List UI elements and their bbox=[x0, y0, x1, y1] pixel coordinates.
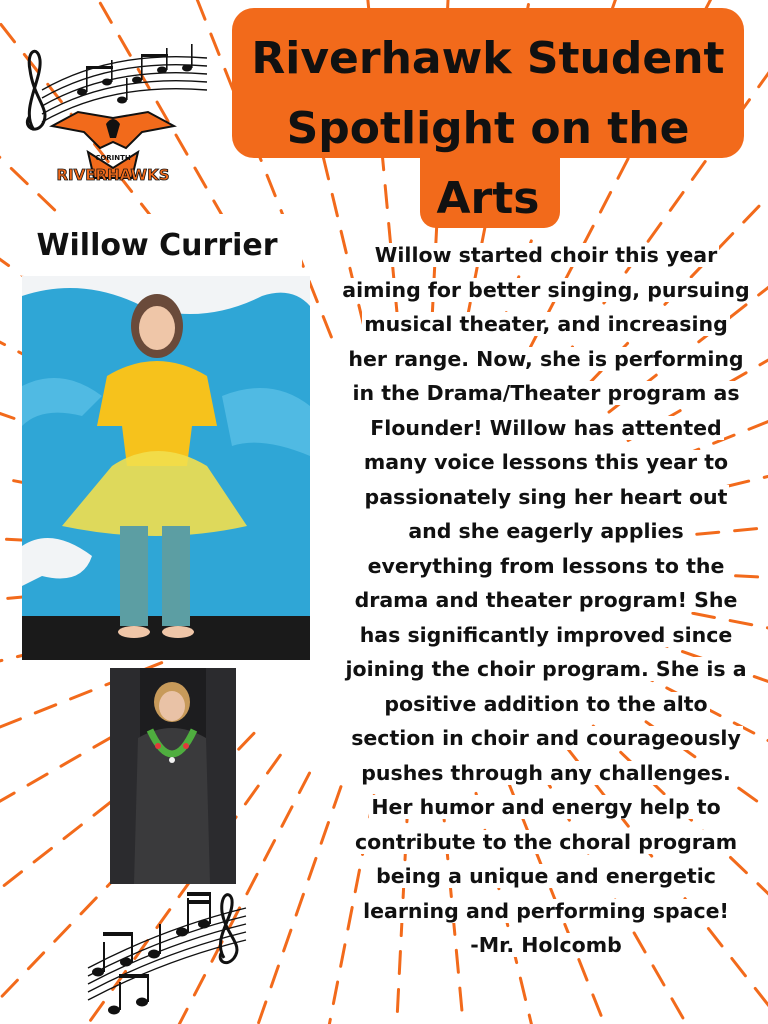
body-line: being a unique and energetic bbox=[376, 864, 716, 888]
body-line: Her humor and energy help to bbox=[371, 795, 721, 819]
logo-text: RIVERHAWKS bbox=[56, 166, 170, 184]
body-line: Flounder! Willow has attented bbox=[370, 415, 722, 440]
student-stage-photo bbox=[22, 276, 310, 660]
body-line: has significantly improved since bbox=[359, 622, 733, 647]
student-choir-photo bbox=[110, 668, 236, 884]
body-line: positive addition to the alto bbox=[384, 691, 708, 716]
body-line: joining the choir program. She is a bbox=[345, 657, 747, 681]
body-line: and she eagerly applies bbox=[408, 519, 684, 543]
body-line: in the Drama/Theater program as bbox=[352, 381, 740, 405]
page-title: Riverhawk Student Spotlight on the Arts bbox=[251, 33, 725, 224]
body-line: contribute to the choral program bbox=[354, 829, 738, 854]
body-line: her range. Now, she is performing bbox=[348, 346, 744, 371]
body-line: drama and theater program! She bbox=[354, 588, 738, 612]
body-line: learning and performing space! bbox=[363, 898, 729, 923]
body-line: many voice lessons this year to bbox=[363, 450, 729, 474]
body-line: pushes through any challenges. bbox=[361, 760, 731, 785]
body-line: aiming for better singing, pursuing bbox=[342, 277, 750, 302]
body-line: everything from lessons to the bbox=[367, 553, 725, 578]
body-line: Willow started choir this year bbox=[374, 243, 718, 267]
riverhawks-logo bbox=[48, 108, 178, 194]
music-notes-bottom-icon bbox=[84, 888, 250, 1022]
body-line: passionately sing her heart out bbox=[364, 484, 728, 509]
student-name: Willow Currier bbox=[36, 228, 278, 263]
logo-subtext: CORINTH bbox=[95, 154, 131, 162]
body-line: musical theater, and increasing bbox=[364, 312, 728, 336]
body-line: section in choir and courageously bbox=[351, 726, 741, 750]
body-line: -Mr. Holcomb bbox=[470, 933, 622, 957]
spotlight-body bbox=[334, 238, 758, 963]
